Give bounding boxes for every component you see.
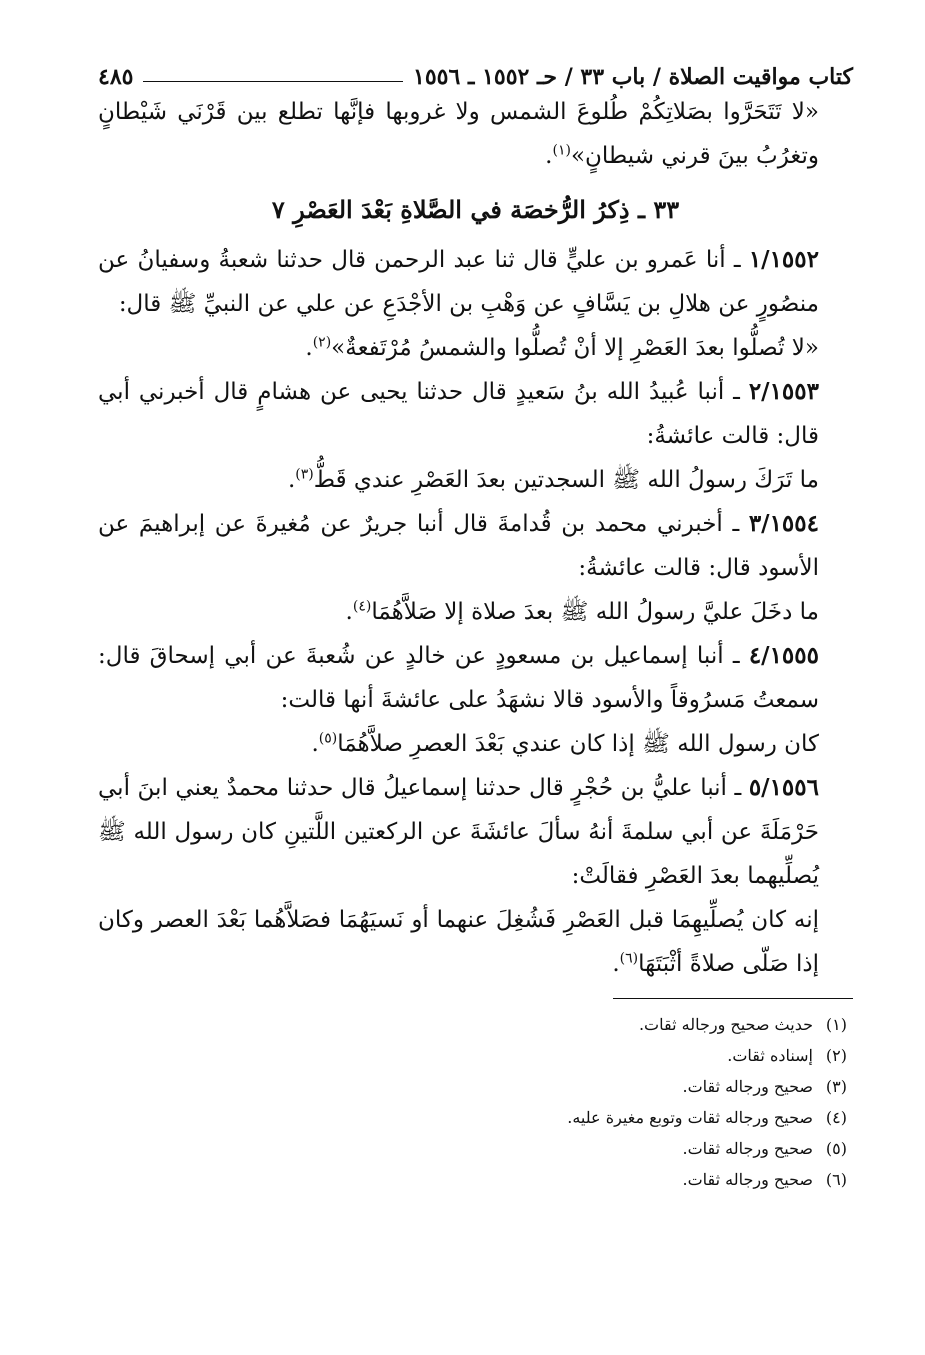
footnote-ref: (٢) — [312, 334, 332, 351]
footnote-item — [98, 1133, 847, 1164]
hadith-number: ٥/١٥٥٦ — [748, 774, 819, 801]
footnote-text: إسناده ثقات. — [727, 1046, 813, 1065]
intro-paragraph — [98, 90, 853, 178]
matn-text: ما تَرَكَ رسولُ الله ﷺ السجدتين بعدَ العَصْرِ عندي قَطُّ — [313, 467, 819, 493]
footnote-ref: (٣) — [295, 466, 314, 483]
matn-text: ما دخَلَ عليَّ رسولُ الله ﷺ بعدَ صلاة إلا صَلاَّهُمَا — [371, 599, 819, 625]
footnote-separator — [613, 998, 853, 999]
matn-tail: . — [612, 951, 620, 977]
footnote-text: صحيح ورجاله ثقات. — [682, 1077, 813, 1096]
hadith-matn — [98, 722, 853, 766]
hadith-isnad — [98, 238, 853, 326]
header-title: كتاب مواقيت الصلاة / باب ٣٣ / حـ ١٥٥٢ ـ ١٥٥٦ — [413, 64, 853, 90]
isnad-text: ـ أخبرني محمد بن قُدامةَ قال أنبا جريرٌ عن مُغيرةَ عن إبراهيمَ عن الأسود قال: قالت عائشةُ: — [98, 511, 819, 581]
footnotes — [98, 1009, 853, 1195]
page-number: ٤٨٥ — [98, 64, 134, 90]
intro-text: «لا تَتَحَرَّوا بصَلاتِكُمْ طُلوعَ الشمس ولا غروبها فإنَّها تطلع بين قَرْنَي شَيْطانٍ وتغرُبُ بينَ قرني شيطانٍ» — [98, 99, 819, 169]
isnad-text: ـ أنبا إسماعيل بن مسعودٍ عن خالدٍ عن شُعبةَ عن أبي إسحاقَ قال: سمعتُ مَسرُوقاً والأسود قالا نشهَدُ على عائشةَ أنها قالت: — [98, 643, 819, 713]
footnote-text: صحيح ورجاله ثقات. — [682, 1170, 813, 1189]
footnote-item — [98, 1164, 847, 1195]
hadith-isnad — [98, 766, 853, 898]
hadith-isnad — [98, 370, 853, 458]
matn-text: إنه كان يُصلِّيهِمَا قبل العَصْرِ فَشُغِلَ عنهما أو نَسيَهُمَا فصَلاَّهُما بَعْدَ العصر وكان إذا صَلّى صلاةً أثْبَتَهَا — [98, 907, 819, 977]
body-text — [98, 90, 853, 986]
hadith-number: ٤/١٥٥٥ — [748, 642, 819, 669]
hadith-number: ٣/١٥٥٤ — [748, 510, 819, 537]
hadith-number: ٢/١٥٥٣ — [748, 378, 819, 405]
intro-tail: . — [545, 143, 553, 169]
footnote-item — [98, 1040, 847, 1071]
hadith-3 — [98, 502, 853, 634]
running-header — [98, 56, 853, 90]
footnote-text: حديث صحيح ورجاله ثقات. — [638, 1015, 813, 1034]
hadith-isnad — [98, 502, 853, 590]
matn-tail: . — [311, 731, 319, 757]
footnote-number: (١) — [825, 1015, 847, 1034]
isnad-text: ـ أنبا عليُّ بن حُجْرٍ قال حدثنا إسماعيلُ قال حدثنا محمدٌ يعني ابنَ أبي حَرْمَلَةَ عن أبي سلمةَ أنهُ سألَ عائشَةَ عن الركعتين اللَّتينِ كان رسول الله ﷺ يُصلِّيهما بعدَ العَصْرِ فقالَتْ: — [98, 775, 819, 889]
footnote-ref: (١) — [552, 142, 571, 159]
footnote-number: (٣) — [825, 1077, 847, 1096]
footnote-ref: (٥) — [318, 730, 338, 747]
hadith-5 — [98, 766, 853, 986]
hadith-number: ١/١٥٥٢ — [748, 246, 819, 273]
footnote-text: صحيح ورجاله ثقات. — [682, 1139, 813, 1158]
footnote-item — [98, 1102, 847, 1133]
footnote-number: (٢) — [825, 1046, 847, 1065]
footnote-ref: (٤) — [352, 598, 372, 615]
hadith-isnad — [98, 634, 853, 722]
hadith-2 — [98, 370, 853, 502]
footnote-item — [98, 1009, 847, 1040]
hadith-matn — [98, 590, 853, 634]
isnad-text: ـ أنبا عُبيدُ الله بنُ سَعيدٍ قال حدثنا يحيى عن هشامٍ قال أخبرني أبي قال: قالت عائشةُ: — [98, 379, 819, 449]
footnote-text: صحيح ورجاله ثقات وتوبع مغيرة عليه. — [567, 1108, 813, 1127]
footnote-ref: (٦) — [619, 950, 639, 967]
footnote-item — [98, 1071, 847, 1102]
matn-tail: . — [345, 599, 353, 625]
matn-tail: . — [287, 467, 296, 493]
hadith-matn — [98, 458, 853, 502]
matn-text: «لا تُصلُّوا بعدَ العَصْرِ إلا أنْ تُصلُّوا والشمسُ مُرْتَفعةٌ» — [331, 335, 819, 361]
isnad-text: ـ أنا عَمرو بن عليٍّ قال ثنا عبد الرحمن قال حدثنا شعبةُ وسفيانُ عن منصُورٍ عن هلالِ بن يَسَّافٍ عن وَهْبِ بن الأجْدَعِ عن علي عن النبيِّ ﷺ قال: — [98, 247, 819, 317]
hadith-matn — [98, 326, 853, 370]
section-title: ٣٣ ـ ذِكرُ الرُّخصَة في الصَّلاةِ بَعْدَ العَصْرِ ٧ — [271, 195, 680, 224]
matn-tail: . — [305, 335, 313, 361]
hadith-4 — [98, 634, 853, 766]
hadith-1 — [98, 238, 853, 370]
hadith-matn — [98, 898, 853, 986]
header-rule — [143, 81, 403, 82]
footnote-number: (٦) — [825, 1170, 847, 1189]
footnote-number: (٤) — [825, 1108, 847, 1127]
matn-text: كان رسول الله ﷺ إذا كان عندي بَعْدَ العصرِ صلاَّهُمَا — [337, 731, 819, 757]
footnote-number: (٥) — [825, 1139, 847, 1158]
